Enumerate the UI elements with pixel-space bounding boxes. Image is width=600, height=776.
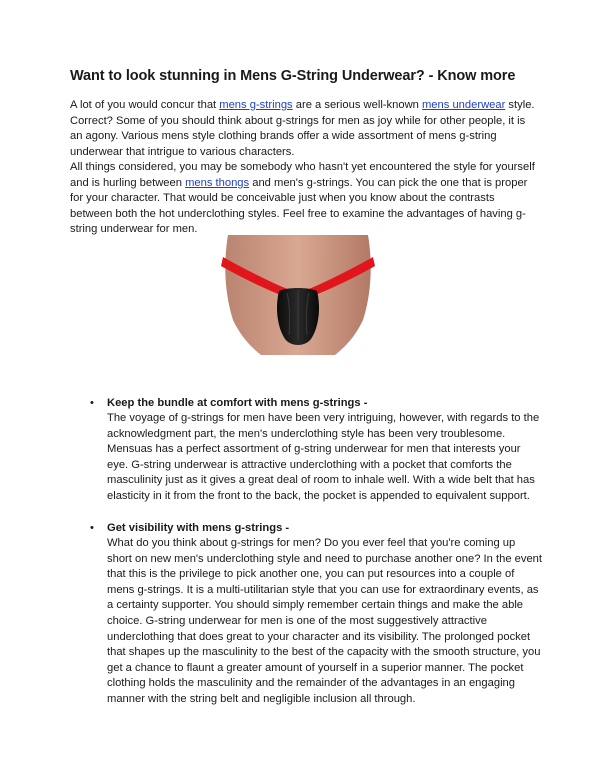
bullet-2-title: Get visibility with mens g-strings -	[107, 522, 290, 534]
intro-text-2: are a serious well-known	[292, 99, 422, 111]
bullet-icon: •	[90, 522, 94, 534]
second-paragraph	[70, 160, 535, 238]
product-photo	[195, 235, 401, 355]
mens-thongs-link[interactable]: mens thongs	[185, 176, 250, 189]
bullet-icon: •	[90, 397, 94, 409]
para2-text-2: and men's g-strings. You can pick the one that is proper for your character. That would be conceivable just when you know about the contrasts between both the hot underclothing styles. Feel free to examine the advantages of having g-string underwear for men.	[70, 176, 528, 236]
para2-text-1: All things considered, you may be somebody who hasn't yet encountered the style for yourself and is hurling between	[70, 161, 535, 189]
intro-text-3: style. Correct? Some of you should think about g-strings for men as joy while for other people, it is an agony. Various mens style clothing brands offer a wide assortment of mens g-string underwear that intrigue to various characters.	[70, 99, 535, 158]
mens-underwear-link[interactable]: mens underwear	[421, 99, 506, 111]
bullet-2-body: What do you think about g-strings for men? Do you ever feel that you're coming up short on new men's underclothing style and need to purchase another one? In the event that this is the privilege to pick another one, you can put resources into a couple of mens g-strings. It is a multi-utilitarian style that you can use for extraordinary events, as a certainty supporter. You should simply remember certain things and make the able choice. G-string underwear for men is one of the most suggestively attractive underclothing that does great to your character and its visibility. The prolonged pocket that shapes up the masculinity to the best of the capacity with the smooth structure, you get a chance to flaunt a greater amount of yourself in a superior manner. The pocket clothing holds the masculinity and the remainder of the advantages in an engaging manner with the string belt and negligible inclusion all through.	[107, 537, 543, 705]
intro-paragraph	[70, 98, 535, 160]
bullet-1-body: The voyage of g-strings for men have been very intriguing, however, with regards to the acknowledgment part, the men's underclothing style has been very troublesome. Mensuas has a perfect assortment of g-string underwear for men that interests your eye. G-string underwear is attractive underclothing with a pocket that comforts the masculinity just as it gives a great deal of room to inhale well. With a wide belt that has elasticity in it from the front to the back, the pocket is appended to equivalent support.	[107, 412, 540, 502]
mens-g-strings-link[interactable]: mens g-strings	[219, 99, 293, 111]
article-title: Want to look stunning in Mens G-String Underwear? - Know more	[70, 68, 516, 84]
bullet-1-title: Keep the bundle at comfort with mens g-strings -	[107, 397, 368, 409]
intro-text-1: A lot of you would concur that	[70, 99, 220, 111]
